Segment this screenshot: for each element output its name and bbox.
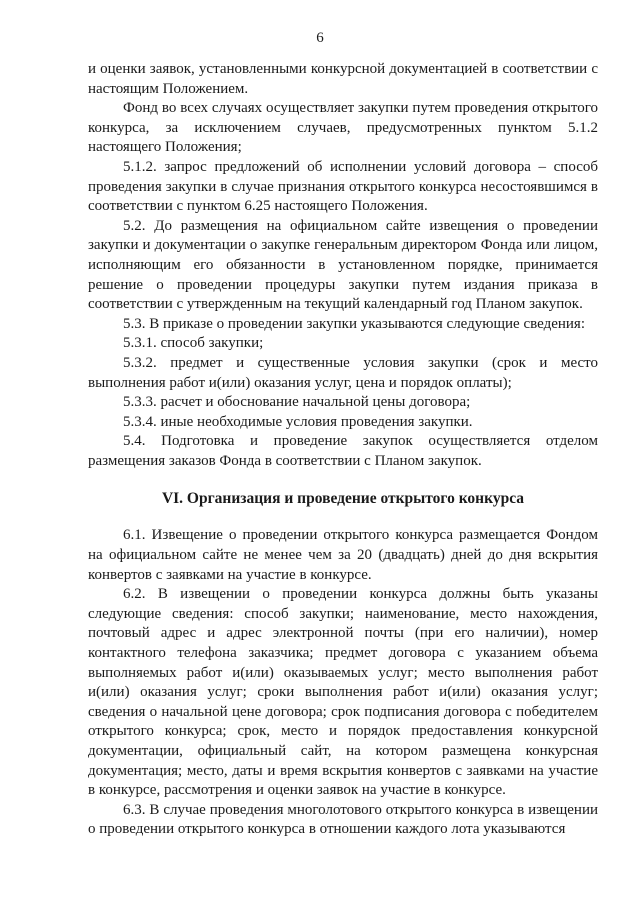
section-heading: VI. Организация и проведение открытого конкурса bbox=[161, 490, 525, 508]
paragraph-continuation: и оценки заявок, установленными конкурсной документацией в соответствии с настоящим Положением. bbox=[88, 61, 598, 97]
paragraph-5-2: 5.2. До размещения на официальном сайте извещения о проведении закупки и документации о закупке генеральным директором Фонда или лицом, исполняющим его обязанности в установленном порядке, принимается решение о проведении процедуры закупки путем издания приказа в соответствии с утвержденным на текущий календарный год Планом закупок. bbox=[88, 217, 598, 313]
paragraph-5-3: 5.3. В приказе о проведении закупки указываются следующие сведения: bbox=[123, 315, 585, 332]
paragraph-6-3: 6.3. В случае проведения многолотового открытого конкурса в извещении о проведении открытого конкурса в отношении каждого лота указываются bbox=[88, 801, 598, 838]
document-body bbox=[88, 60, 598, 840]
paragraph-5-4: 5.4. Подготовка и проведение закупок осуществляется отделом размещения заказов Фонда в соответствии с Планом закупок. bbox=[88, 433, 598, 469]
paragraph-5-3-1: 5.3.1. способ закупки; bbox=[123, 335, 264, 352]
paragraph-fund-open-tender: Фонд во всех случаях осуществляет закупки путем проведения открытого конкурса, за исключением случаев, предусмотренных пунктом 5.1.2 настоящего Положения; bbox=[88, 100, 598, 156]
paragraph-5-3-3: 5.3.3. расчет и обоснование начальной цены договора; bbox=[123, 394, 471, 411]
paragraph-6-1: 6.1. Извещение о проведении открытого конкурса размещается Фондом на официальном сайте не менее чем за 20 (двадцать) дней до дня вскрытия конвертов с заявками на участие в конкурсе. bbox=[88, 527, 598, 583]
page-number: 6 bbox=[316, 30, 324, 46]
paragraph-6-2: 6.2. В извещении о проведении конкурса должны быть указаны следующие сведения: способ закупки; наименование, место нахождения, почтовый адрес и адрес электронной почты (при его наличии), номер контактного телефона заказчика; предмет договора с указанием объема выполняемых работ и(или) оказываемых услуг; место выполнения работ и(или) оказания услуг; сроки выполнения работ и(или) оказания услуг; сведения о начальной цене договора; срок подписания договора с победителем открытого конкурса; срок, место и порядок предоставления конкурсной документации, официальный сайт, на котором размещена конкурсная документация; место, даты и время вскрытия конвертов с заявками на участие в конкурсе, рассмотрения и оценки заявок на участие в конкурсе. bbox=[88, 586, 598, 799]
paragraph-5-3-4: 5.3.4. иные необходимые условия проведения закупки. bbox=[123, 413, 473, 430]
paragraph-5-3-2: 5.3.2. предмет и существенные условия закупки (срок и место выполнения работ и(или) оказания услуг, цена и порядок оплаты); bbox=[88, 354, 598, 391]
paragraph-5-1-2: 5.1.2. запрос предложений об исполнении условий договора – способ проведения закупки в случае признания открытого конкурса несостоявшимся в соответствии с пунктом 6.25 настоящего Положения. bbox=[88, 158, 598, 215]
